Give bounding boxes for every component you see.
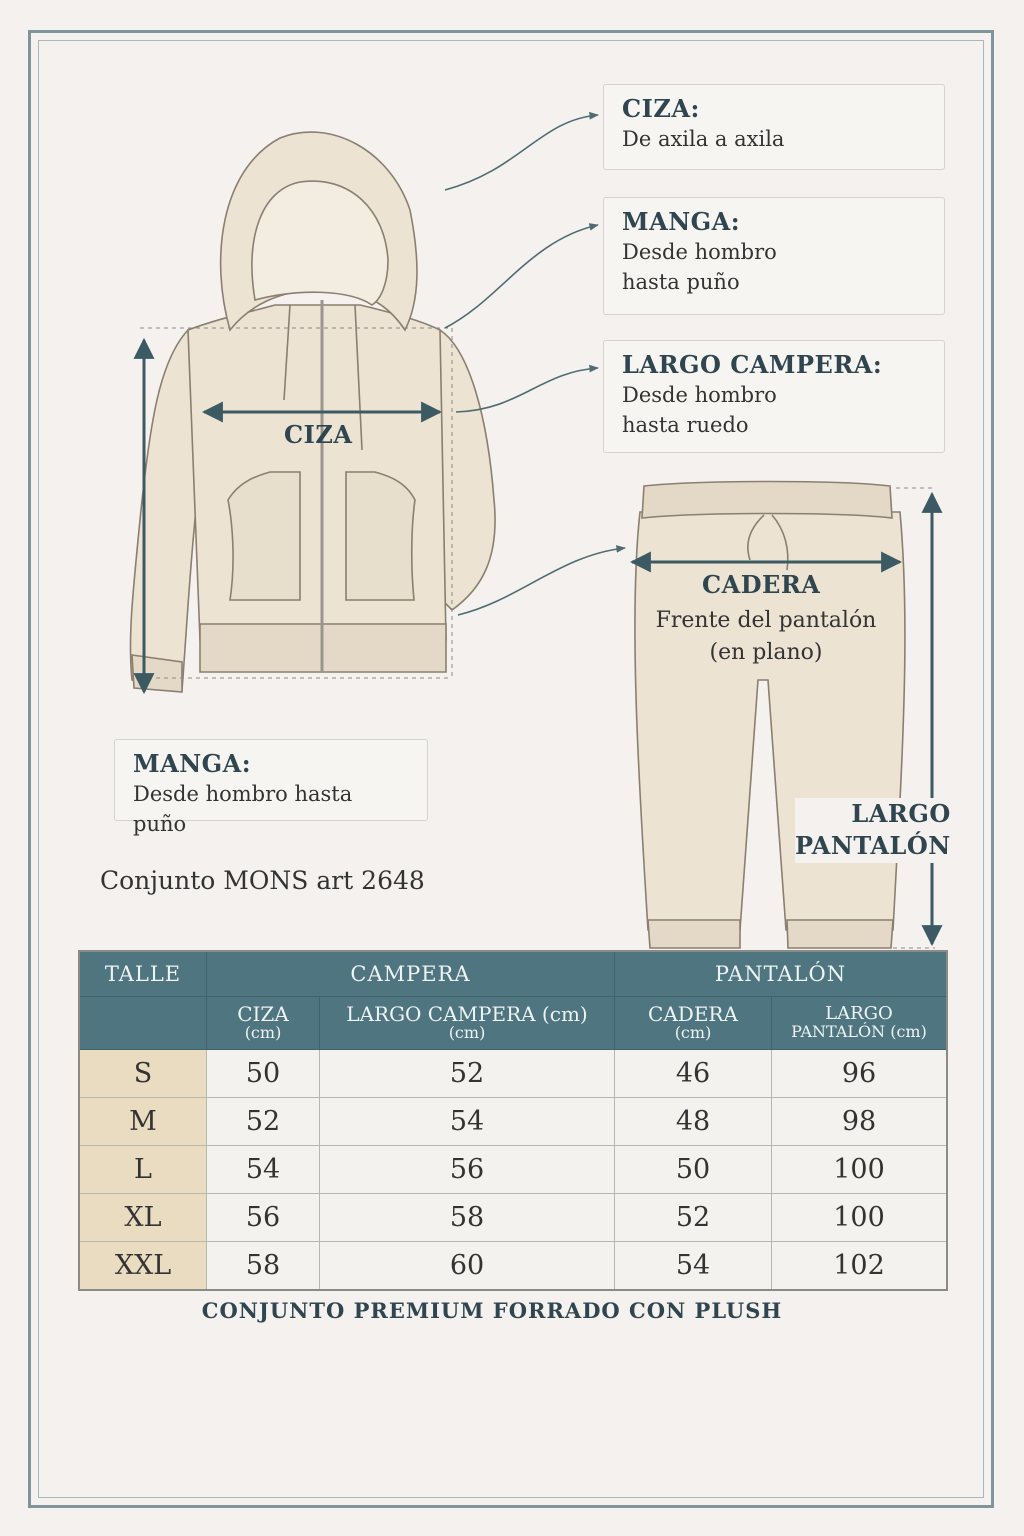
callout-ciza-title: CIZA: bbox=[622, 94, 700, 123]
table-row bbox=[79, 1146, 947, 1194]
cell-largo-pantalon: 100 bbox=[772, 1146, 948, 1194]
label-largo-pantalon bbox=[795, 798, 951, 863]
cadera-desc-line1: Frente del pantalón bbox=[655, 608, 877, 633]
label-cadera: CADERA bbox=[702, 570, 821, 599]
cell-largo-pantalon: 96 bbox=[772, 1050, 948, 1098]
header-talle-blank bbox=[79, 997, 207, 1050]
cell-largo-pantalon: 102 bbox=[772, 1242, 948, 1291]
callout-manga-line2: hasta puño bbox=[622, 270, 740, 295]
cell-largo-campera: 58 bbox=[320, 1194, 615, 1242]
table-row bbox=[79, 1098, 947, 1146]
callout-largo-campera-title: LARGO CAMPERA: bbox=[622, 350, 883, 379]
cell-largo-campera: 60 bbox=[320, 1242, 615, 1291]
cell-size: XXL bbox=[79, 1242, 207, 1291]
callout-largo-campera-line2: hasta ruedo bbox=[622, 413, 749, 438]
cell-largo-campera: 54 bbox=[320, 1098, 615, 1146]
cell-largo-campera: 52 bbox=[320, 1050, 615, 1098]
callout-manga-bottom-title: MANGA: bbox=[133, 749, 252, 778]
cell-cadera: 52 bbox=[615, 1194, 772, 1242]
header-largo-pantalon bbox=[772, 997, 948, 1050]
callout-largo-campera-line1: Desde hombro bbox=[622, 382, 777, 407]
callout-manga-title: MANGA: bbox=[622, 207, 741, 236]
label-ciza: CIZA bbox=[284, 420, 353, 449]
cell-cadera: 54 bbox=[615, 1242, 772, 1291]
cell-size: L bbox=[79, 1146, 207, 1194]
callout-manga bbox=[603, 197, 945, 315]
callout-manga-bottom-text: Desde hombro hasta puño bbox=[133, 781, 353, 837]
table-row bbox=[79, 1194, 947, 1242]
header-ciza bbox=[207, 997, 320, 1050]
cell-largo-campera: 56 bbox=[320, 1146, 615, 1194]
cadera-desc-line2: (en plano) bbox=[709, 639, 823, 665]
pants-drawing bbox=[635, 482, 905, 949]
callout-ciza bbox=[603, 84, 945, 170]
cell-ciza: 56 bbox=[207, 1194, 320, 1242]
cell-size: XL bbox=[79, 1194, 207, 1242]
cell-ciza: 50 bbox=[207, 1050, 320, 1098]
header-largo-campera-label: LARGO CAMPERA (cm) bbox=[346, 1002, 588, 1027]
callout-manga-line1: Desde hombro bbox=[622, 239, 777, 264]
header-ciza-label: CIZA bbox=[237, 1002, 289, 1027]
table-row bbox=[79, 1242, 947, 1291]
callout-largo-campera bbox=[603, 340, 945, 453]
callout-ciza-text: De axila a axila bbox=[622, 126, 785, 151]
cell-cadera: 50 bbox=[615, 1146, 772, 1194]
cell-largo-pantalon: 100 bbox=[772, 1194, 948, 1242]
cell-ciza: 54 bbox=[207, 1146, 320, 1194]
cell-ciza: 58 bbox=[207, 1242, 320, 1291]
footer-tagline: CONJUNTO PREMIUM FORRADO CON PLUSH bbox=[201, 1298, 783, 1323]
label-largo-pantalon-line1: LARGO bbox=[851, 799, 951, 828]
header-largo-campera bbox=[320, 997, 615, 1050]
product-title: Conjunto MONS art 2648 bbox=[100, 866, 425, 895]
cell-ciza: 52 bbox=[207, 1098, 320, 1146]
header-largo-campera-unit: (cm) bbox=[448, 1023, 486, 1043]
header-cadera-label: CADERA bbox=[648, 1002, 738, 1027]
cell-size: S bbox=[79, 1050, 207, 1098]
cell-largo-pantalon: 98 bbox=[772, 1098, 948, 1146]
size-table bbox=[78, 950, 948, 1291]
header-cadera-unit: (cm) bbox=[674, 1023, 712, 1043]
label-largo-pantalon-line2: PANTALÓN bbox=[795, 831, 951, 861]
header-talle: TALLE bbox=[79, 951, 207, 997]
cell-size: M bbox=[79, 1098, 207, 1146]
callout-manga-bottom bbox=[114, 739, 428, 837]
cell-cadera: 48 bbox=[615, 1098, 772, 1146]
cell-cadera: 46 bbox=[615, 1050, 772, 1098]
header-cadera bbox=[615, 997, 772, 1050]
table-row bbox=[79, 1050, 947, 1098]
header-pantalon: PANTALÓN bbox=[615, 951, 948, 997]
header-campera: CAMPERA bbox=[207, 951, 615, 997]
header-largo-pantalon-label2: PANTALÓN (cm) bbox=[791, 1022, 927, 1042]
header-largo-pantalon-label: LARGO bbox=[825, 1003, 893, 1025]
header-ciza-unit: (cm) bbox=[244, 1023, 282, 1043]
cadera-description bbox=[650, 605, 882, 669]
